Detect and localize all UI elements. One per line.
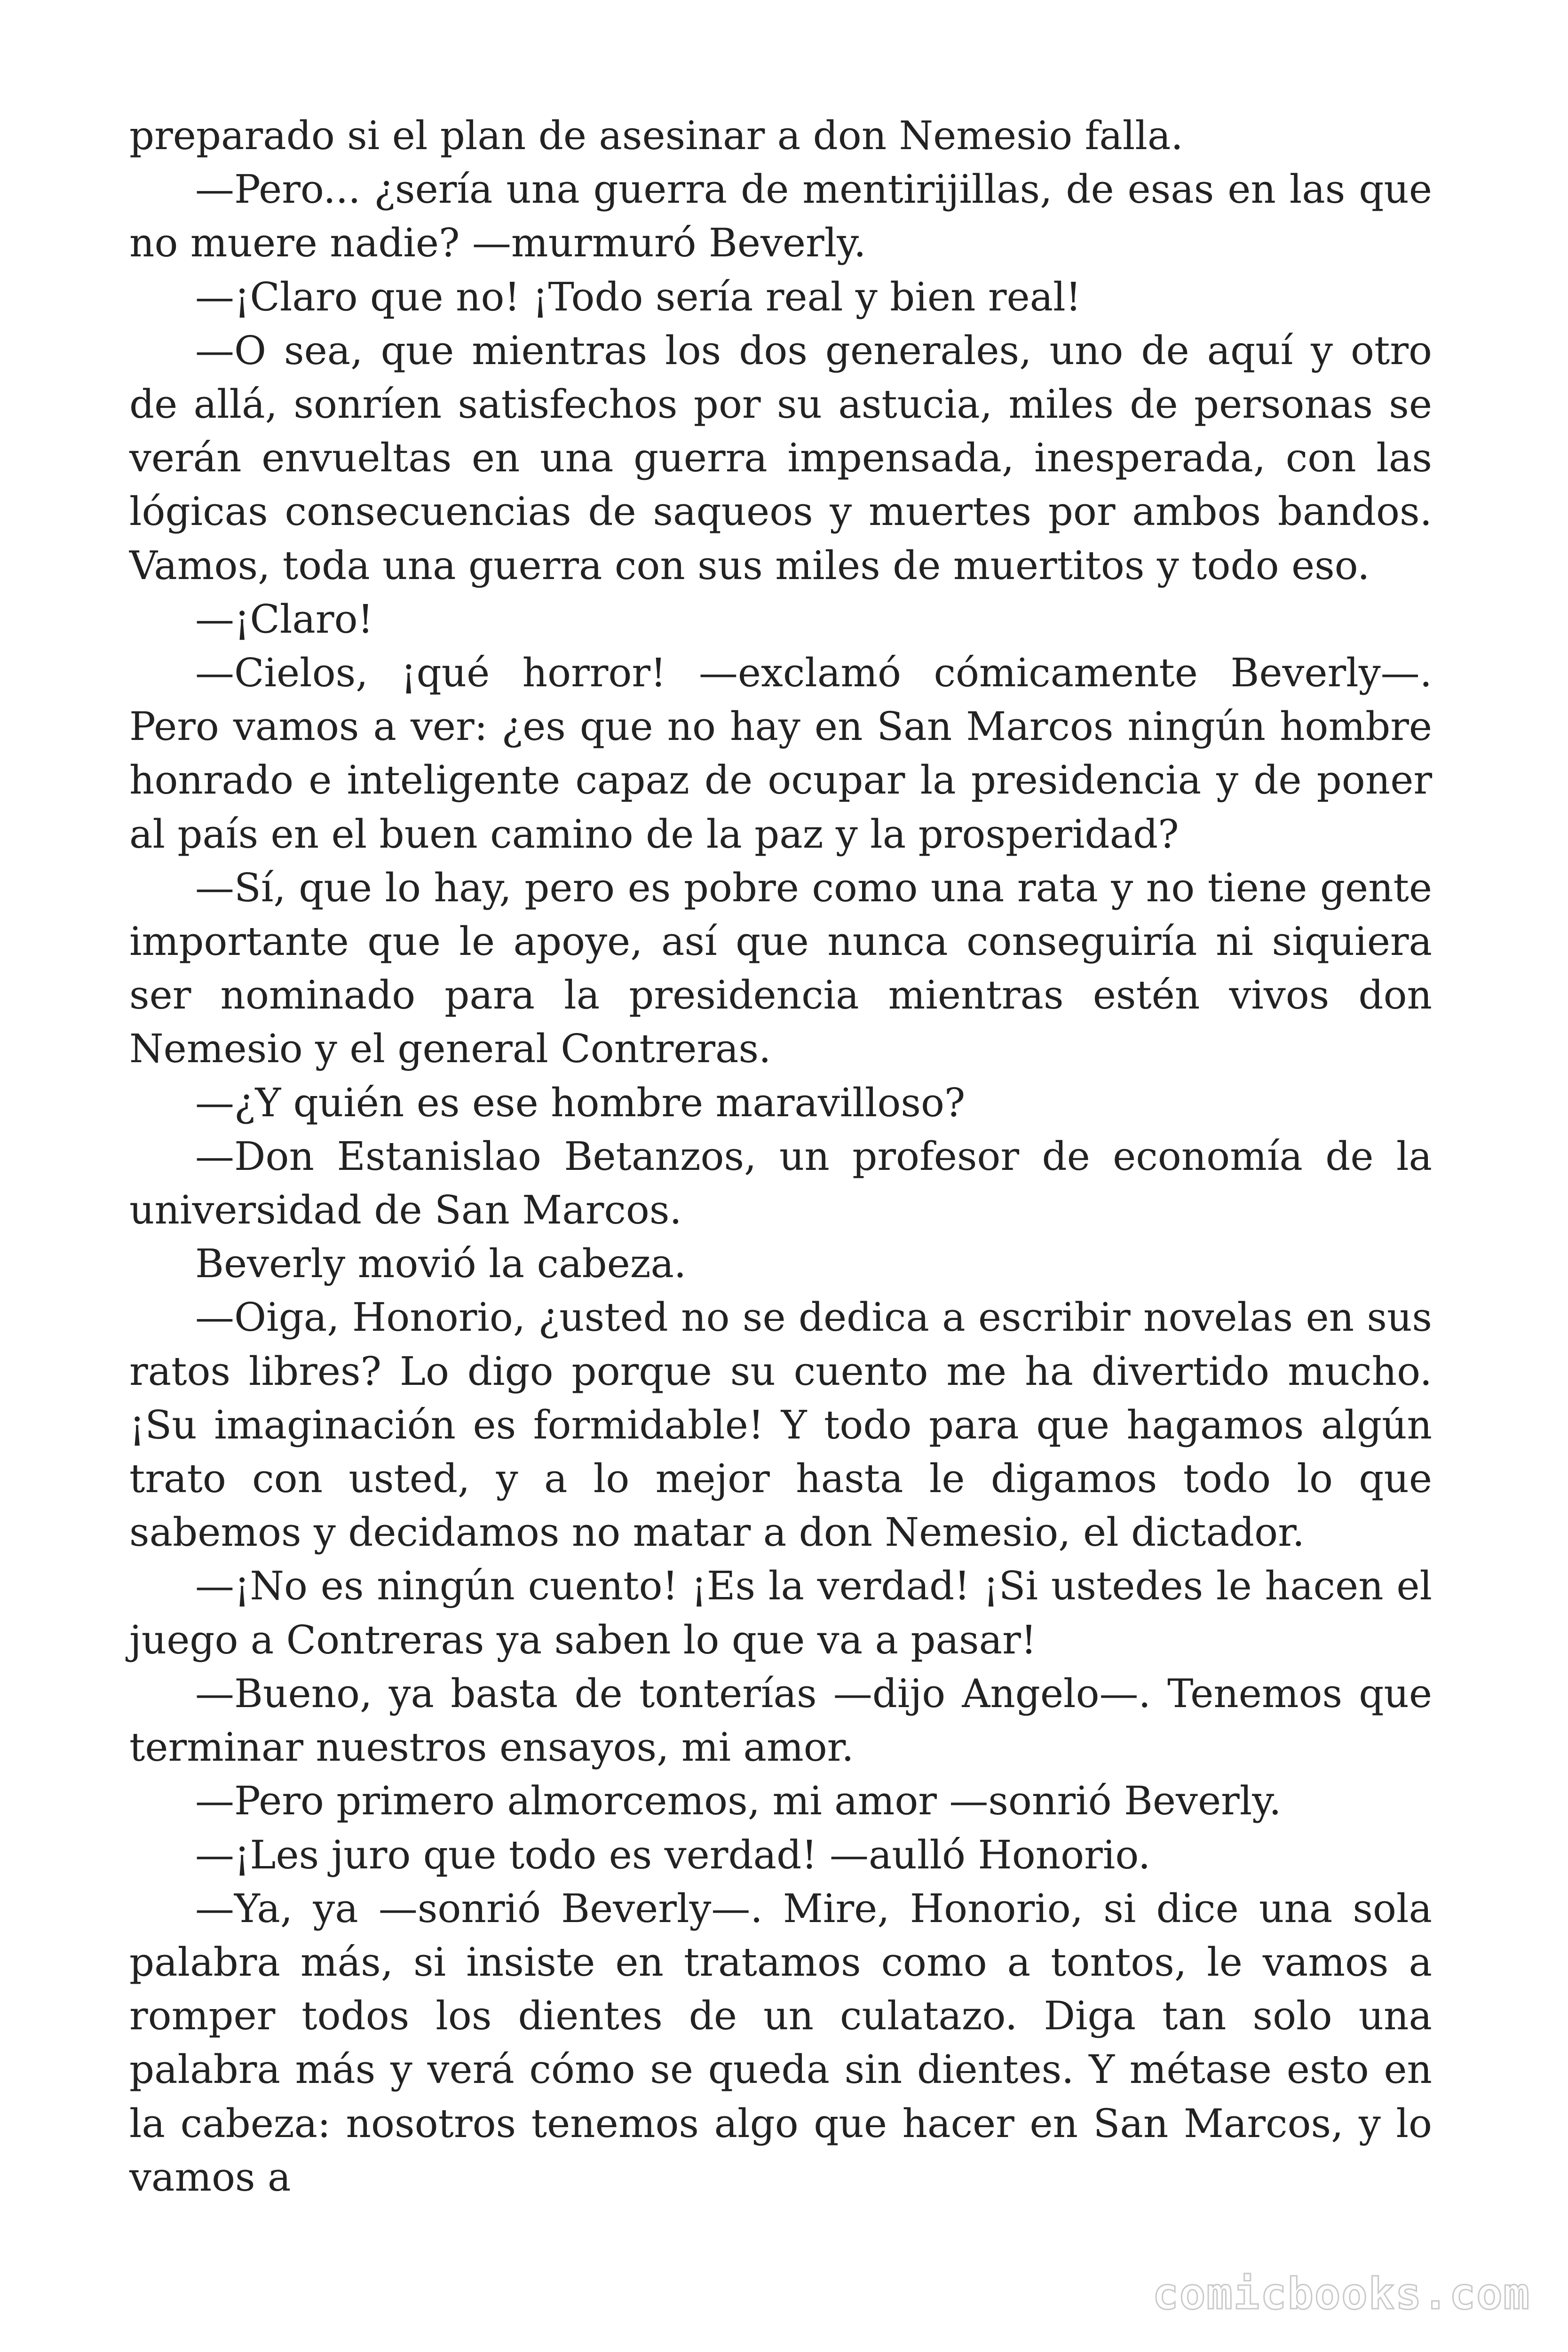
paragraph: —¡No es ningún cuento! ¡Es la verdad! ¡Si ustedes le hacen el juego a Contreras ya saben lo que va a pasar! bbox=[129, 1563, 1432, 1663]
paragraph: —O sea, que mientras los dos generales, uno de aquí y otro de allá, sonríen satisfechos por su astucia, miles de personas se verán envueltas en una guerra impensada, inesperada, con las lógicas consecuencias de saqueos y muertes por ambos bandos. Vamos, toda una guerra con sus miles de muertitos y todo eso. bbox=[129, 327, 1432, 588]
paragraph: —Cielos, ¡qué horror! —exclamó cómicamente Beverly—. Pero vamos a ver: ¿es que no hay en San Marcos ningún hombre honrado e inteligente capaz de ocupar la presidencia y de poner al país en el buen camino de la paz y la prosperidad? bbox=[129, 650, 1432, 857]
watermark: comicbooks.com bbox=[1152, 2269, 1530, 2319]
paragraph: —Don Estanislao Betanzos, un profesor de economía de la universidad de San Marcos. bbox=[129, 1133, 1432, 1233]
paragraph: —Oiga, Honorio, ¿usted no se dedica a escribir novelas en sus ratos libres? Lo digo porque su cuento me ha divertido mucho. ¡Su imaginación es formidable! Y todo para que hagamos algún trato con usted, y a lo mejor hasta le digamos todo lo que sabemos y decidamos no matar a don Nemesio, el dictador. bbox=[129, 1295, 1432, 1556]
paragraph: Beverly movió la cabeza. bbox=[195, 1241, 687, 1287]
paragraph: —¡Les juro que todo es verdad! —aulló Honorio. bbox=[195, 1832, 1151, 1878]
paragraph-continuation: preparado si el plan de asesinar a don Nemesio falla. bbox=[129, 113, 1183, 159]
paragraph: —Sí, que lo hay, pero es pobre como una rata y no tiene gente importante que le apoye, así que nunca conseguiría ni siquiera ser nominado para la presidencia mientras estén vivos don Nemesio y el general Contreras. bbox=[129, 865, 1432, 1072]
paragraph: —Ya, ya —sonrió Beverly—. Mire, Honorio, si dice una sola palabra más, si insiste en tratamos como a tontos, le vamos a romper todos los dientes de un culatazo. Diga tan solo una palabra más y verá cómo se queda sin dientes. Y métase esto en la cabeza: nosotros tenemos algo que hacer en San Marcos, y lo vamos a bbox=[129, 1885, 1432, 2200]
body-text bbox=[129, 109, 1432, 2204]
paragraph: —¿Y quién es ese hombre maravilloso? bbox=[195, 1080, 966, 1126]
paragraph: —Bueno, ya basta de tonterías —dijo Angelo—. Tenemos que terminar nuestros ensayos, mi amor. bbox=[129, 1670, 1432, 1771]
paragraph: —¡Claro! bbox=[195, 596, 373, 642]
paragraph: —Pero primero almorcemos, mi amor —sonrió Beverly. bbox=[195, 1778, 1282, 1824]
paragraph: —Pero... ¿sería una guerra de mentirijillas, de esas en las que no muere nadie? —murmuró Beverly. bbox=[129, 167, 1432, 266]
paragraph: —¡Claro que no! ¡Todo sería real y bien real! bbox=[195, 274, 1081, 320]
